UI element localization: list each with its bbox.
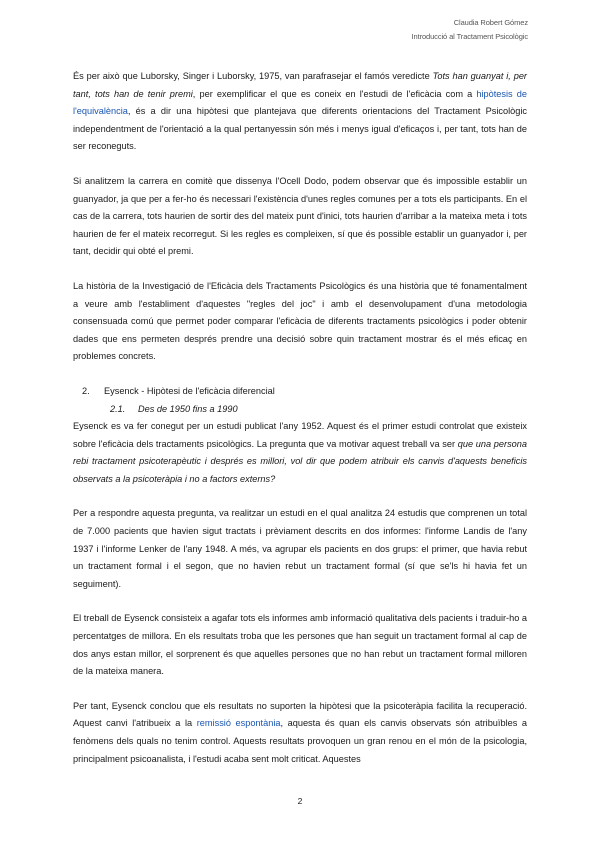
paragraph: Si analitzem la carrera en comitè que dissenya l'Ocell Dodo, podem observar que és impossible establir un guanyador, ja que per a fer-ho és necessari l'existència d'unes regles comunes per a tots els participants. En el cas de la carrera, tots haurien de sortir des del mateix punt d'inici, tots haurien d'arribar a la mateixa meta i tots haurien de fer el mateix recorregut. Si les regles es compleixen, sí que és possible establir un guanyador i, per tant, decidir qui obté el premi. [73, 175, 527, 257]
page-header [412, 16, 528, 44]
highlighted-term: remissió espontània [196, 718, 281, 729]
paragraph [73, 68, 527, 156]
paragraph-text: Per tant, Eysenck conclou que els resultats no suporten la hipòtesi que la psicoteràpia facilita la recuperació. Aquest canvi l'atribueix a la [73, 700, 527, 729]
header-author: Claudia Robert Gómez [453, 18, 528, 27]
paragraph: La història de la Investigació de l'Eficàcia dels Tractaments Psicològics és una història que té fonamentalment a veure amb l'establiment d'aquestes "regles del joc" i amb el desenvolupament d'una metodologia consensuada comú que permet poder comparar l'eficàcia de diferents tractaments psicològics i poder obtenir dades que ens permeten després prendre una decisió sobre quin tractament mostrar és el més eficaç en problemes concrets. [73, 280, 527, 362]
paragraph-text: , per exemplificar el que es coneix en l'estudi de l'eficàcia com a [192, 88, 477, 99]
document-body [73, 68, 527, 785]
paragraph-text: , és a dir una hipòtesi que plantejava que diferents orientacions del Tractament Psicològic independentment de l'orientació a la qual pertanyessin són més i menys igual d'eficaços i, per tant, tots han de ser reconeguts. [73, 106, 527, 152]
emphasis-text: Tots han guanyat i, per tant, tots han de tenir premi [73, 71, 527, 99]
paragraph-text: , aquesta és quan els canvis observats són atribuïbles a fenòmens dels quals no tenim control. Aquests resultats provoquen un gran renou en el món de la psicologia, principalment psicoanalista, i l'estudi acaba sent molt criticat. Aquestes [73, 718, 528, 764]
section-title: Eysenck - Hipòtesi de l'eficàcia diferencial [104, 385, 275, 396]
page-number: 2 [297, 796, 303, 806]
paragraph [73, 418, 527, 488]
emphasis-text: que una persona rebi tractament psicoterapèutic i després es millori, vol dir que podem atribuir els canvis d'aquests beneficis observats a la psicoteràpia i no a factors externs? [73, 438, 527, 484]
section-heading [73, 383, 527, 401]
paragraph: Per a respondre aquesta pregunta, va realitzar un estudi en el qual analitza 24 estudis que comprenen un total de 7.000 pacients que havien sigut tractats i prèviament descrits en dos informes: l'informe Landis de l'any 1937 i l'informe Lenker de l'any 1948. A més, va agrupar els pacients en dos grups: el primer, que havia rebut un tractament formal i el segon, que no havien rebut un tractament formal (sí que se'ls hi havia fet un seguiment). [73, 508, 527, 589]
paragraph-text: Eysenck es va fer conegut per un estudi publicat l'any 1952. Aquest és el primer estudi controlat que existeix sobre l'eficàcia dels tractaments psicològics. La pregunta que va motivar aquest treball va ser [73, 421, 527, 449]
paragraph-text: És per això que Luborsky, Singer i Luborsky, 1975, van parafrasejar el famós veredicte [73, 71, 433, 81]
highlighted-term: hipòtesis de l'equivalència [73, 88, 527, 117]
subsection-number: 2.1. [110, 403, 126, 414]
paragraph: El treball de Eysenck consisteix a agafar tots els informes amb informació qualitativa dels pacients i traduir-ho a percentatges de millora. En els resultats troba que les persones que han seguit un tractament formal al cap de dos anys estan millor, el sorprenent és que aquelles persones que no han rebut un tractament formal milloren de la mateixa manera. [73, 613, 527, 677]
section-number: 2. [82, 385, 90, 396]
subsection-title: Des de 1950 fins a 1990 [138, 403, 238, 414]
header-course: Introducció al Tractament Psicològic [411, 32, 528, 41]
subsection-heading [73, 401, 527, 419]
paragraph [73, 698, 527, 768]
